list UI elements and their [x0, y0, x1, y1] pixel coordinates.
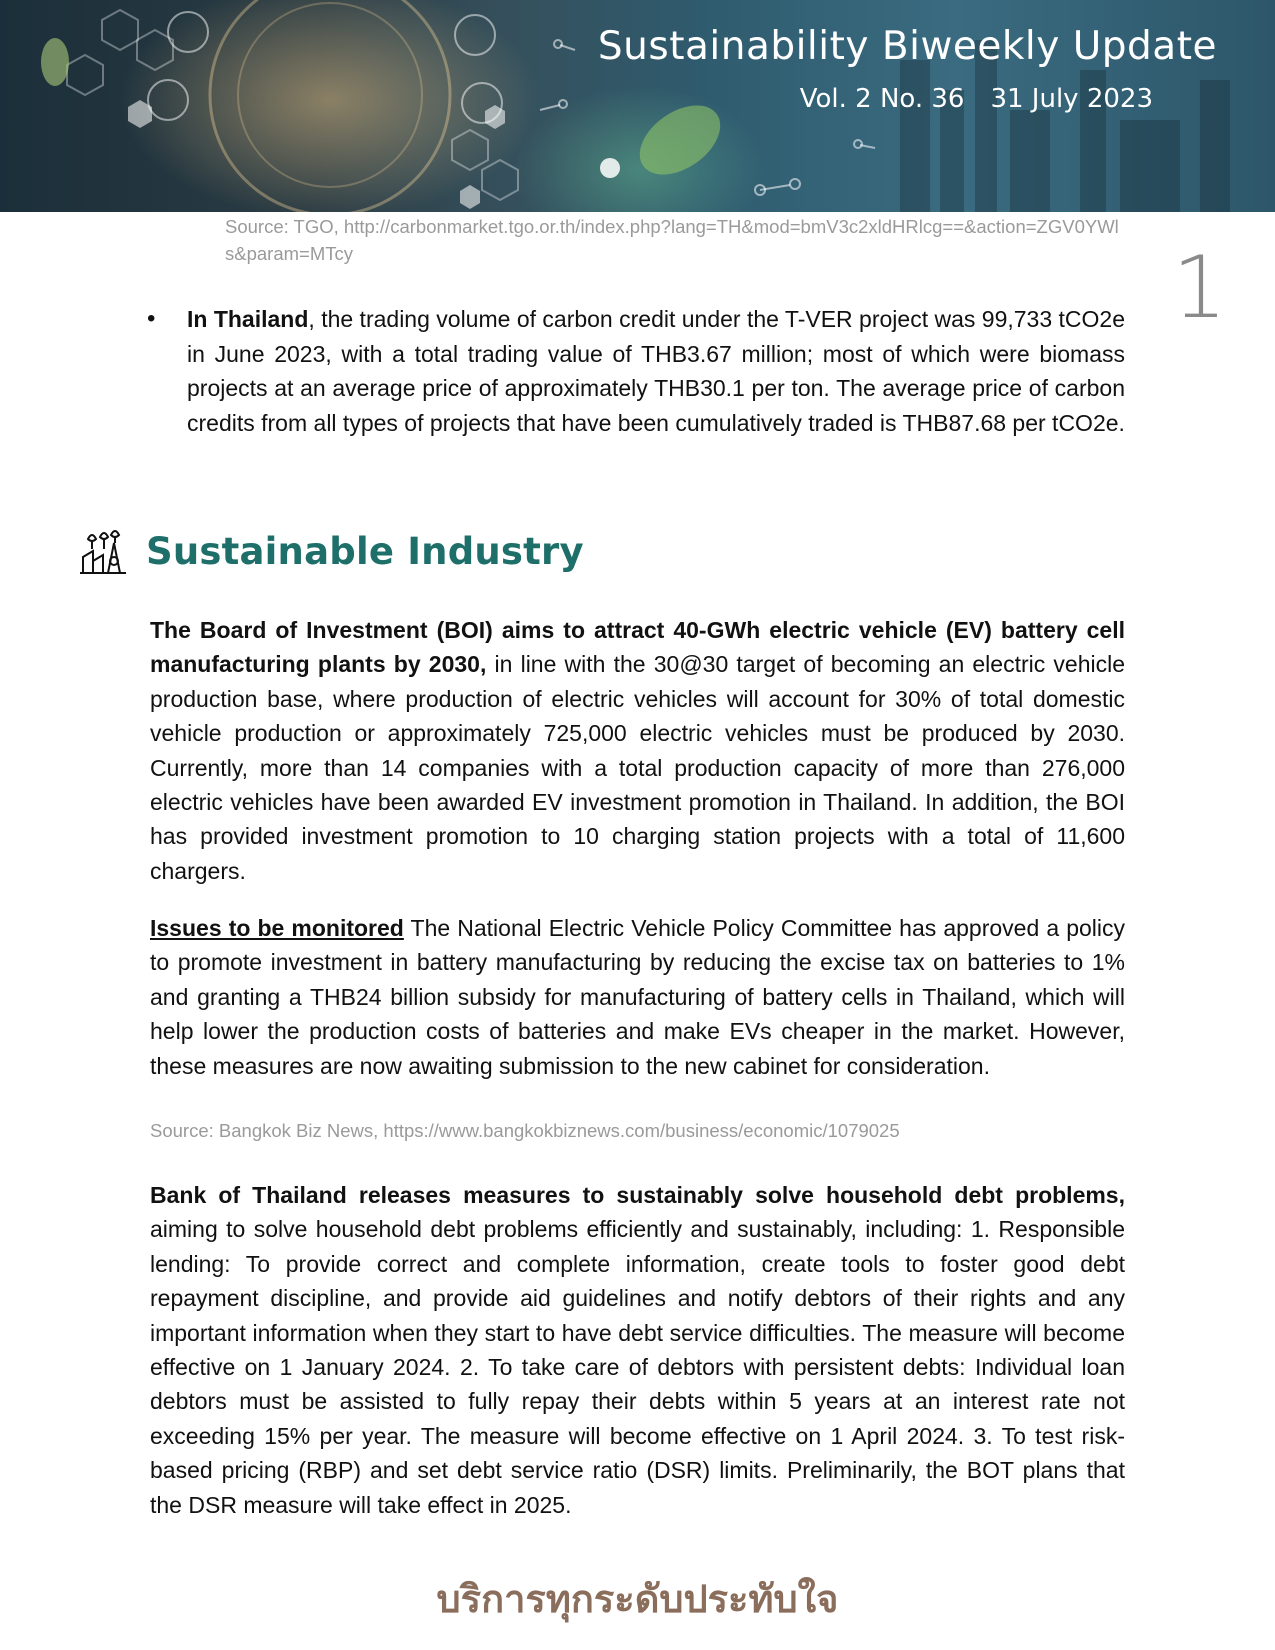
header-banner — [0, 0, 1275, 212]
issue-date: 31 July 2023 — [990, 84, 1153, 114]
section-heading — [78, 523, 584, 579]
source-citation-bangkokbiz: Source: Bangkok Biz News, https://www.bangkokbiznews.com/business/economic/1079025 — [150, 1120, 900, 1141]
source-citation-tgo: Source: TGO, http://carbonmarket.tgo.or.th/index.php?lang=TH&mod=bmV3c2xldHRlcg==&action=ZGV0YWls&param=MTcy — [225, 216, 1119, 264]
issue-info — [800, 84, 1153, 114]
page-number: 1 — [1172, 238, 1227, 338]
bullet-dot-icon: • — [147, 305, 156, 332]
paragraph-text: The National Electric Vehicle Policy Committee has approved a policy to promote investment in battery manufacturing by reducing the excise tax on batteries to 1% and granting a THB24 billion subsidy for manufacturing of battery cells in Thailand, which will help lower the production costs of batteries and make EVs cheaper in the market. However, these measures are now awaiting submission to the new cabinet for consideration. — [150, 915, 1126, 1079]
section-title: Sustainable Industry — [146, 529, 584, 573]
paragraph-text: aiming to solve household debt problems efficiently and sustainably, including: 1. Responsible lending: To provide correct and complete information, create tools to foster good debt repayment discipline, and provide aid guidelines and notify debtors of their rights and any important information when they start to have debt service difficulties. The measure will become effective on 1 January 2024. 2. To take care of debtors with persistent debts: Individual loan debtors must be assisted to fully repay their debts within 5 years at an interest rate not exceeding 15% per year. The measure will become effective on 1 April 2024. 3. To test risk-based pricing (RBP) and set debt service ratio (DSR) limits. Preliminarily, the BOT plans that the DSR measure will take effect in 2025. — [150, 1216, 1125, 1518]
paragraph-bot-household-debt — [150, 1178, 1125, 1522]
paragraph-lead: The Board of Investment (BOI) aims to attract 40-GWh electric vehicle (EV) battery cell manufacturing plants by 2030, — [150, 617, 1125, 678]
newsletter-title: Sustainability Biweekly Update — [597, 24, 1217, 69]
paragraph-lead: Bank of Thailand releases measures to sustainably solve household debt problems, — [150, 1182, 1125, 1208]
paragraph-lead: Issues to be monitored — [150, 915, 404, 941]
paragraph-boi-ev — [150, 613, 1125, 888]
footer-motto: บริการทุกระดับประทับใจ — [436, 1577, 839, 1621]
bullet-item-thailand — [147, 302, 1126, 440]
green-factory-icon — [78, 527, 128, 575]
bullet-text: , the trading volume of carbon credit under the T-VER project was 99,733 tCO2e in June 2023, with a total trading value of THB3.67 million; most of which were biomass projects at an average price of approximately THB30.1 per ton. The average price of carbon credits from all types of projects that have been cumulatively traded is THB87.68 per tCO2e. — [187, 306, 1126, 436]
paragraph-issues-monitored — [150, 911, 1125, 1083]
paragraph-text: in line with the 30@30 target of becoming an electric vehicle production base, where production of electric vehicles will account for 30% of total domestic vehicle production or approximately 725,000 electric vehicles must be produced by 2030. Currently, more than 14 companies with a total production capacity of more than 276,000 electric vehicles have been awarded EV investment promotion in Thailand. In addition, the BOI has provided investment promotion to 10 charging station projects with a total of 11,600 chargers. — [150, 651, 1126, 884]
volume-number: Vol. 2 No. 36 — [799, 84, 965, 114]
bullet-lead: In Thailand — [187, 306, 309, 332]
